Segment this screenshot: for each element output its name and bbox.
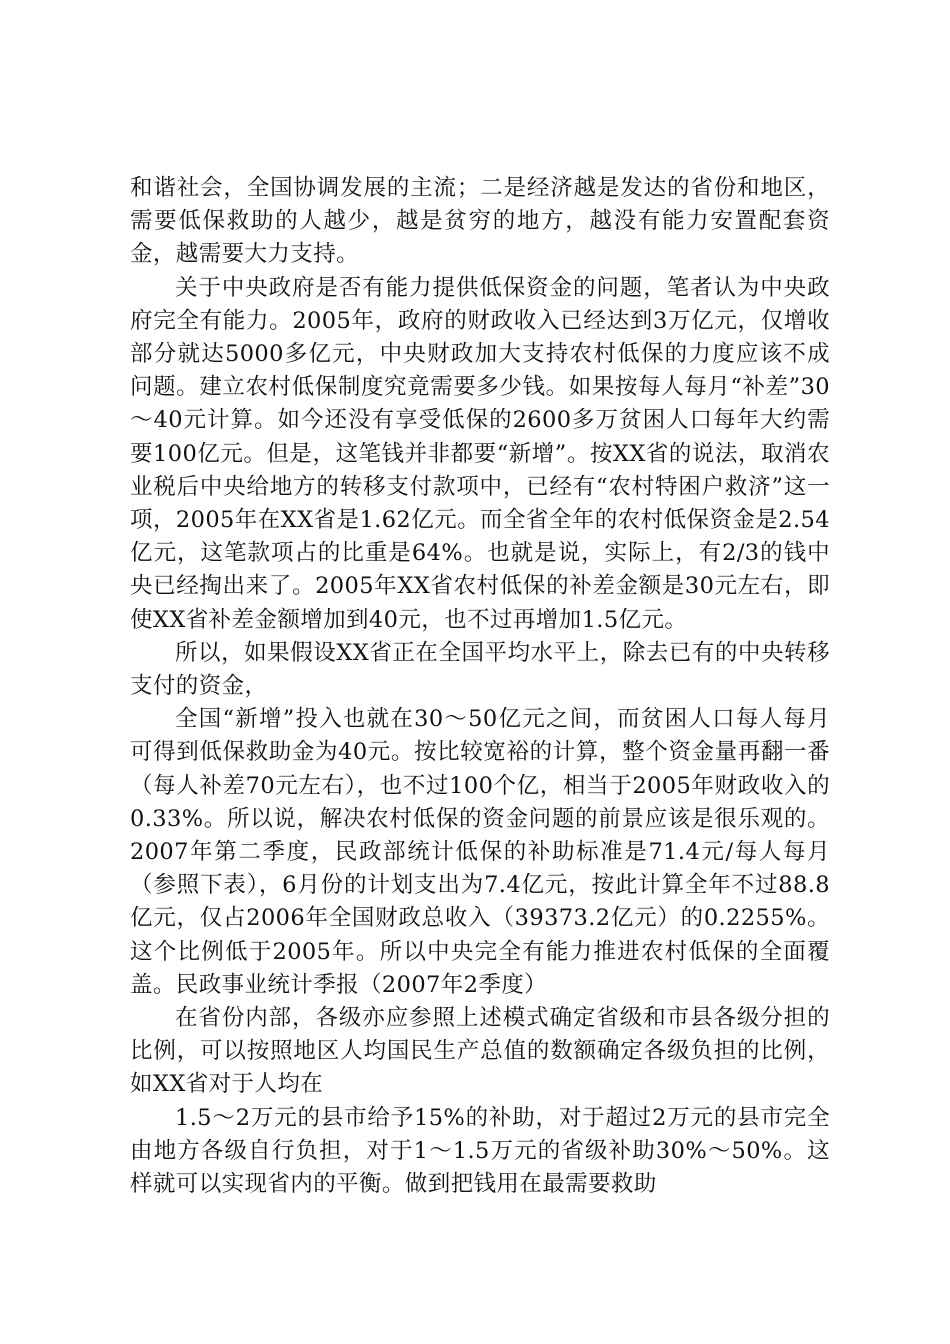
document-body [130,172,830,1201]
paragraph-funding-capacity: 关于中央政府是否有能力提供低保资金的问题，笔者认为中央政府完全有能力。2005年，政府的财政收入已经达到3万亿元，仅增收部分就达5000多亿元，中央财政加大支持农村低保的力度应该不成问题。建立农村低保制度究竟需要多少钱。如果按每人每月“补差”30～40元计算。如今还没有享受低保的2600多万贫困人口每年大约需要100亿元。但是，这笔钱并非都要“新增”。按XX省的说法，取消农业税后中央给地方的转移支付款项中，已经有“农村特困户救济”这一项，2005年在XX省是1.62亿元。而全省全年的农村低保资金是2.54亿元，这笔款项占的比重是64%。也就是说，实际上，有2/3的钱中央已经掏出来了。2005年XX省农村低保的补差金额是30元左右，即使XX省补差金额增加到40元，也不过再增加1.5亿元。 [130,274,830,633]
paragraph-assumption: 所以，如果假设XX省正在全国平均水平上，除去已有的中央转移支付的资金， [130,639,830,700]
paragraph-national-new-investment: 全国“新增”投入也就在30～50亿元之间，而贫困人口每人每月可得到低保救助金为40元。按比较宽裕的计算，整个资金量再翻一番（每人补差70元左右），也不过100个亿，相当于2005年财政收入的0.33%。所以说，解决农村低保的资金问题的前景应该是很乐观的。2007年第二季度，民政部统计低保的补助标准是71.4元/每人每月（参照下表），6月份的计划支出为7.4亿元，按此计算全年不过88.8亿元，仅占2006年全国财政总收入（39373.2亿元）的0.2255%。这个比例低于2005年。所以中央完全有能力推进农村低保的全面覆盖。民政事业统计季报（2007年2季度） [130,706,830,998]
paragraph-continuation: 和谐社会，全国协调发展的主流；二是经济越是发达的省份和地区，需要低保救助的人越少，越是贫穷的地方，越没有能力安置配套资金，越需要大力支持。 [130,175,830,268]
paragraph-provincial-sharing: 在省份内部，各级亦应参照上述模式确定省级和市县各级分担的比例，可以按照地区人均国民生产总值的数额确定各级负担的比例，如XX省对于人均在 [130,1005,830,1098]
paragraph-subsidy-tiers: 1.5～2万元的县市给予15%的补助，对于超过2万元的县市完全由地方各级自行负担，对于1～1.5万元的省级补助30%～50%。这样就可以实现省内的平衡。做到把钱用在最需要救助 [130,1104,830,1198]
